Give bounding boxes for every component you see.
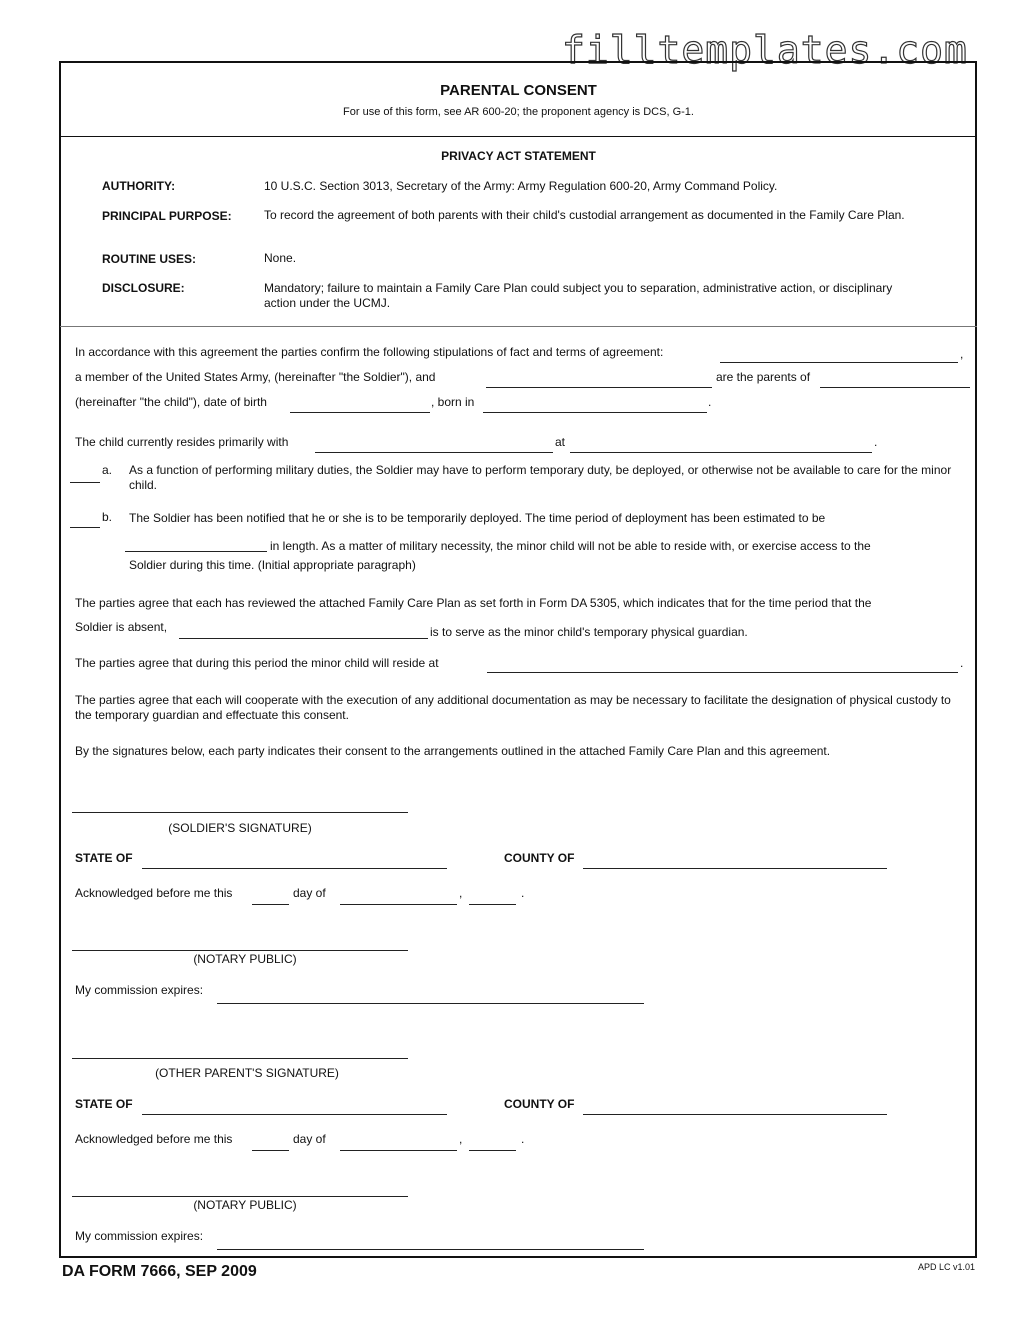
initial-b-field[interactable] xyxy=(70,527,100,528)
commission-label: My commission expires: xyxy=(75,1229,204,1243)
disclosure-label: DISCLOSURE: xyxy=(102,281,185,295)
para-a-letter: a. xyxy=(102,463,113,477)
para-b-text3: Soldier during this time. (Initial appropriate paragraph) xyxy=(129,558,416,572)
version-label: APD LC v1.01 xyxy=(917,1262,975,1272)
comma: , xyxy=(960,347,964,361)
other-parent-name-field[interactable] xyxy=(486,387,712,388)
resides-label: The child currently resides primarily with xyxy=(75,435,289,449)
notary-label: (NOTARY PUBLIC) xyxy=(193,952,297,966)
commission-field[interactable] xyxy=(217,1249,644,1250)
ack-month-field[interactable] xyxy=(340,1150,457,1151)
purpose-label: PRINCIPAL PURPOSE: xyxy=(102,209,232,223)
routine-uses-text: None. xyxy=(264,251,297,265)
commission-field[interactable] xyxy=(217,1003,644,1004)
ack-period: . xyxy=(521,886,525,900)
day-of-label: day of xyxy=(293,886,326,900)
para-b-text2: in length. As a matter of military necessity, the minor child will not be able to reside with, or exercise access to the xyxy=(270,539,871,553)
ack-comma: , xyxy=(459,886,463,900)
cooperate-text: The parties agree that each will cooperate with the execution of any additional documentation as may be necessary to facilitate the designation of physical custody to the temporary guardian and effectuate this consent. xyxy=(75,693,951,722)
ack-day-field[interactable] xyxy=(252,1150,289,1151)
county-field[interactable] xyxy=(583,1114,887,1115)
day-of-label: day of xyxy=(293,1132,326,1146)
state-field[interactable] xyxy=(142,868,447,869)
watermark-logo: filltemplates.com xyxy=(562,28,968,72)
form-subtitle: For use of this form, see AR 600-20; the proponent agency is DCS, G-1. xyxy=(343,106,694,118)
agreement-line3a: (hereinafter "the child"), date of birth xyxy=(75,395,267,409)
agreement-line2b: are the parents of xyxy=(716,370,811,384)
review-text2b: is to serve as the minor child's temporary physical guardian. xyxy=(430,625,748,639)
para-b-text1: The Soldier has been notified that he or she is to be temporarily deployed. The time period of deployment has been estimated to be xyxy=(129,511,826,525)
ack-year-field[interactable] xyxy=(469,904,516,905)
other-parent-signature-field[interactable] xyxy=(72,1058,408,1059)
county-field[interactable] xyxy=(583,868,887,869)
agreement-line2a: a member of the United States Army, (hereinafter "the Soldier"), and xyxy=(75,370,436,384)
acknowledged-label: Acknowledged before me this xyxy=(75,1132,233,1146)
notary-signature-field[interactable] xyxy=(72,1196,408,1197)
other-parent-signature-label: (OTHER PARENT'S SIGNATURE) xyxy=(155,1066,339,1080)
date-of-birth-field[interactable] xyxy=(290,412,430,413)
period: . xyxy=(960,656,964,670)
para-b-letter: b. xyxy=(102,510,113,524)
county-of-label: COUNTY OF xyxy=(504,1097,575,1111)
authority-text: 10 U.S.C. Section 3013, Secretary of the Army: Army Regulation 600-20, Army Command Policy. xyxy=(264,179,778,193)
guardian-name-field[interactable] xyxy=(179,638,428,639)
form-id: DA FORM 7666, SEP 2009 xyxy=(62,1263,257,1280)
county-of-label: COUNTY OF xyxy=(504,851,575,865)
soldier-signature-field[interactable] xyxy=(72,812,408,813)
review-text1: The parties agree that each has reviewed the attached Family Care Plan as set forth in Form DA 5305, which indicates that for the time period that the xyxy=(75,596,872,610)
reside-text: The parties agree that during this period the minor child will reside at xyxy=(75,656,439,670)
resides-at-label: at xyxy=(555,435,566,449)
privacy-divider xyxy=(60,326,977,327)
state-field[interactable] xyxy=(142,1114,447,1115)
para-a-text: As a function of performing military duties, the Soldier may have to perform temporary duty, be deployed, or otherwise not be available to care for the minor child. xyxy=(129,463,952,492)
reside-address-field[interactable] xyxy=(487,672,958,673)
state-of-label: STATE OF xyxy=(75,1097,133,1111)
soldier-name-field[interactable] xyxy=(720,362,958,363)
agreement-line1: In accordance with this agreement the parties confirm the following stipulations of fact and terms of agreement: xyxy=(75,345,664,359)
notary-label: (NOTARY PUBLIC) xyxy=(193,1198,297,1212)
deployment-length-field[interactable] xyxy=(125,551,267,552)
disclosure-text: Mandatory; failure to maintain a Family Care Plan could subject you to separation, administrative action, or disciplinary action under the UCMJ. xyxy=(264,281,893,310)
review-text2a: Soldier is absent, xyxy=(75,620,168,634)
resides-with-field[interactable] xyxy=(315,452,553,453)
birthplace-field[interactable] xyxy=(483,412,707,413)
privacy-heading: PRIVACY ACT STATEMENT xyxy=(441,149,596,163)
notary-signature-field[interactable] xyxy=(72,950,408,951)
resides-address-field[interactable] xyxy=(570,452,872,453)
ack-day-field[interactable] xyxy=(252,904,289,905)
commission-label: My commission expires: xyxy=(75,983,204,997)
ack-month-field[interactable] xyxy=(340,904,457,905)
purpose-text: To record the agreement of both parents with their child's custodial arrangement as documented in the Family Care Plan. xyxy=(264,208,905,222)
authority-label: AUTHORITY: xyxy=(102,179,176,193)
signatures-text: By the signatures below, each party indicates their consent to the arrangements outlined in the attached Family Care Plan and this agreement. xyxy=(75,744,831,758)
ack-year-field[interactable] xyxy=(469,1150,516,1151)
ack-comma: , xyxy=(459,1132,463,1146)
acknowledged-label: Acknowledged before me this xyxy=(75,886,233,900)
period: . xyxy=(708,395,712,409)
page-title: PARENTAL CONSENT xyxy=(440,82,597,99)
initial-a-field[interactable] xyxy=(70,482,100,483)
state-of-label: STATE OF xyxy=(75,851,133,865)
soldier-signature-label: (SOLDIER'S SIGNATURE) xyxy=(168,821,312,835)
period: . xyxy=(874,435,878,449)
ack-period: . xyxy=(521,1132,525,1146)
agreement-line3b: , born in xyxy=(431,395,475,409)
routine-uses-label: ROUTINE USES: xyxy=(102,252,197,266)
child-name-field[interactable] xyxy=(820,387,970,388)
header-divider xyxy=(60,136,977,137)
